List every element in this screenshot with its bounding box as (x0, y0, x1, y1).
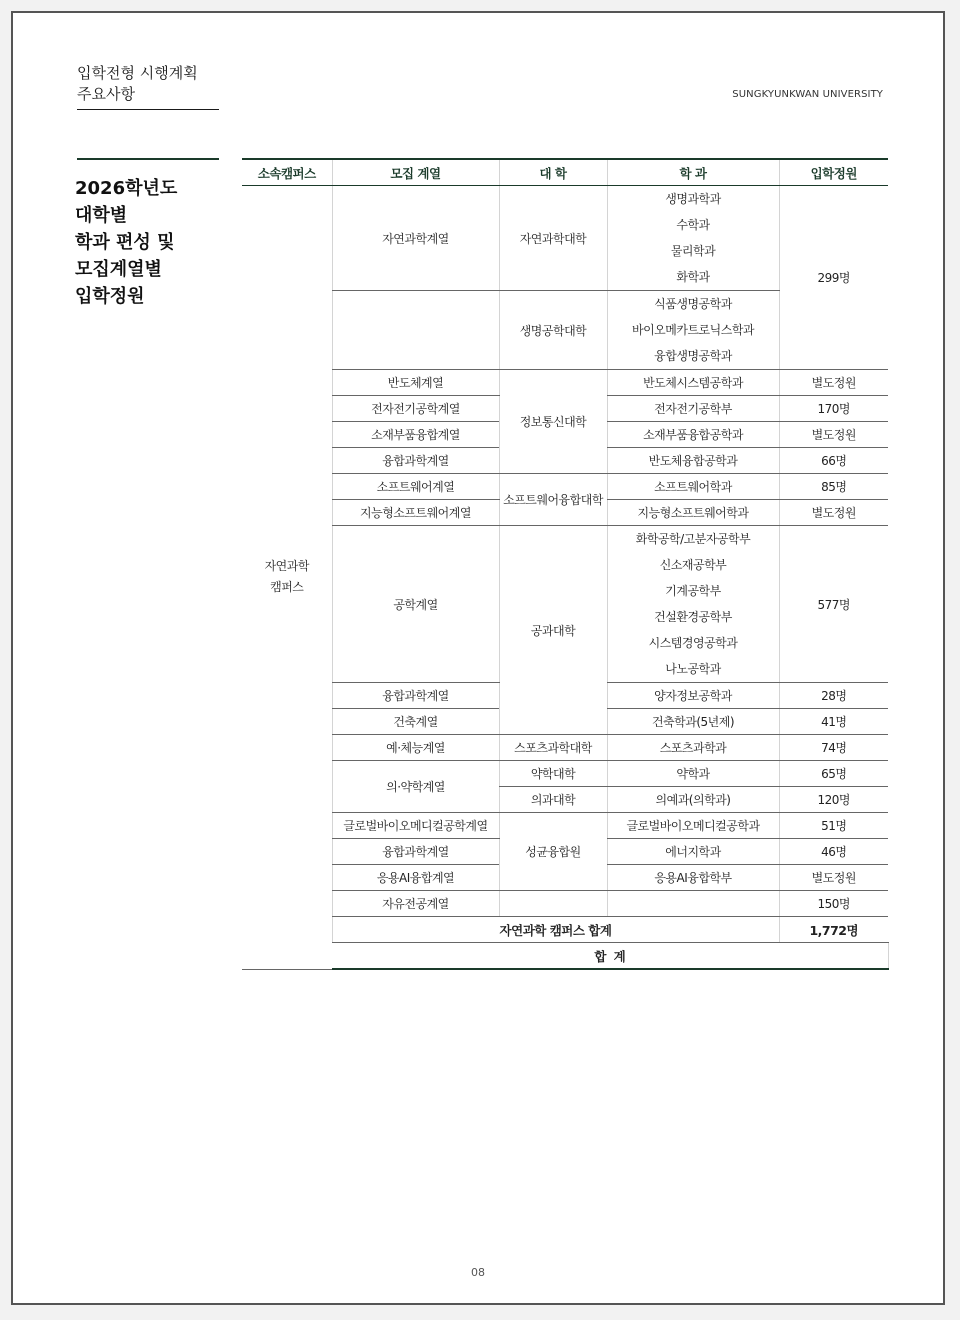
quota-cell: 별도정원 (779, 370, 888, 396)
quota-cell: 46명 (779, 839, 888, 865)
quota-cell: 74명 (779, 735, 888, 761)
college-cell: 의과대학 (499, 787, 607, 813)
quota-cell: 577명 (779, 526, 888, 683)
series-cell: 응용AI융합계열 (332, 865, 499, 891)
department-cell: 소프트웨어학과 (607, 474, 779, 500)
subtotal-value: 1,772명 (779, 917, 888, 943)
college-cell: 성균융합원 (499, 813, 607, 891)
section-header-line1: 입학전형 시행계획 (77, 64, 198, 82)
college-cell: 자연과학대학 (499, 186, 607, 291)
total-label: 합 계 (332, 943, 888, 970)
title-line: 모집계열별 (75, 259, 162, 280)
series-cell: 예·체능계열 (332, 735, 499, 761)
page-title (75, 175, 225, 310)
title-line: 2026학년도 (75, 178, 178, 199)
page-number: 08 (471, 1266, 485, 1279)
department-cell: 글로벌바이오메디컬공학과 (607, 813, 779, 839)
table-row (242, 891, 888, 917)
department-cell: 약학과 (607, 761, 779, 787)
series-cell: 소재부품융합계열 (332, 422, 499, 448)
document-page (11, 11, 945, 1305)
series-cell: 글로벌바이오메디컬공학계열 (332, 813, 499, 839)
admission-quota-table (242, 158, 888, 970)
department-item: 생명과학과 (665, 192, 721, 206)
table-row (242, 474, 888, 500)
department-cell: 건축학과(5년제) (607, 709, 779, 735)
quota-cell: 150명 (779, 891, 888, 917)
header-college: 대 학 (499, 159, 607, 186)
department-cell (607, 186, 779, 291)
series-cell: 자유전공계열 (332, 891, 499, 917)
quota-cell: 별도정원 (779, 500, 888, 526)
series-cell: 융합과학계열 (332, 448, 499, 474)
series-cell: 전자전기공학계열 (332, 396, 499, 422)
table-row (242, 761, 888, 787)
department-cell: 양자정보공학과 (607, 683, 779, 709)
header-quota: 입학정원 (779, 159, 888, 186)
college-cell (499, 891, 607, 917)
quota-cell: 별도정원 (779, 865, 888, 891)
department-cell (607, 526, 779, 683)
department-cell: 스포츠과학과 (607, 735, 779, 761)
title-line: 학과 편성 및 (75, 232, 175, 253)
subtotal-label: 자연과학 캠퍼스 합계 (332, 917, 779, 943)
department-cell: 지능형소프트웨어학과 (607, 500, 779, 526)
department-item: 화학공학/고분자공학부 (635, 532, 751, 546)
table-row (242, 526, 888, 683)
header-series: 모집 계열 (332, 159, 499, 186)
department-item: 시스템경영공학과 (648, 636, 738, 650)
department-item: 기계공학부 (665, 584, 721, 598)
section-header-line2: 주요사항 (77, 85, 135, 103)
quota-cell: 65명 (779, 761, 888, 787)
series-cell: 공학계열 (332, 526, 499, 683)
quota-cell: 120명 (779, 787, 888, 813)
department-item: 나노공학과 (665, 662, 721, 676)
title-divider (77, 158, 219, 160)
college-cell: 소프트웨어융합대학 (499, 474, 607, 526)
department-item: 신소재공학부 (659, 558, 727, 572)
series-cell: 융합과학계열 (332, 683, 499, 709)
subtotal-row (242, 917, 888, 943)
campus-line: 자연과학 (264, 559, 309, 574)
series-cell: 의·약학계열 (332, 761, 499, 813)
department-item: 화학과 (676, 270, 710, 284)
header-department: 학 과 (607, 159, 779, 186)
department-cell: 의예과(의학과) (607, 787, 779, 813)
department-cell (607, 291, 779, 370)
series-cell: 소프트웨어계열 (332, 474, 499, 500)
quota-cell: 66명 (779, 448, 888, 474)
series-cell: 반도체계열 (332, 370, 499, 396)
college-cell: 약학대학 (499, 761, 607, 787)
department-item: 융합생명공학과 (654, 349, 732, 363)
quota-cell: 85명 (779, 474, 888, 500)
campus-cell (242, 186, 332, 970)
department-item: 물리학과 (670, 244, 716, 258)
series-cell: 건축계열 (332, 709, 499, 735)
department-item: 건설환경공학부 (654, 610, 732, 624)
title-line: 입학정원 (75, 286, 145, 307)
department-cell: 반도체시스템공학과 (607, 370, 779, 396)
quota-cell: 28명 (779, 683, 888, 709)
quota-cell: 51명 (779, 813, 888, 839)
table-row (242, 186, 888, 291)
department-item: 바이오메카트로닉스학과 (631, 323, 754, 337)
campus-line: 캠퍼스 (270, 580, 304, 595)
series-cell: 융합과학계열 (332, 839, 499, 865)
quota-cell: 41명 (779, 709, 888, 735)
department-cell: 반도체융합공학과 (607, 448, 779, 474)
department-cell: 에너지학과 (607, 839, 779, 865)
department-item: 식품생명공학과 (654, 297, 732, 311)
department-cell: 소재부품융합공학과 (607, 422, 779, 448)
table-header-row (242, 159, 888, 186)
department-cell (607, 891, 779, 917)
college-cell: 공과대학 (499, 526, 607, 735)
quota-cell: 299명 (779, 186, 888, 370)
college-cell: 정보통신대학 (499, 370, 607, 474)
college-cell: 생명공학대학 (499, 291, 607, 370)
quota-cell: 170명 (779, 396, 888, 422)
header-campus: 소속캠퍼스 (242, 159, 332, 186)
table-row (242, 370, 888, 396)
title-line: 대학별 (75, 205, 128, 226)
series-cell: 자연과학계열 (332, 186, 499, 291)
department-cell: 전자전기공학부 (607, 396, 779, 422)
department-item: 수학과 (676, 218, 710, 232)
department-cell: 응용AI융합학부 (607, 865, 779, 891)
quota-cell: 별도정원 (779, 422, 888, 448)
university-name: SUNGKYUNKWAN UNIVERSITY (732, 89, 883, 100)
section-header (77, 63, 219, 110)
series-cell: 지능형소프트웨어계열 (332, 500, 499, 526)
series-cell (332, 291, 499, 370)
table-row (242, 735, 888, 761)
table-row (242, 813, 888, 839)
college-cell: 스포츠과학대학 (499, 735, 607, 761)
total-row (242, 943, 888, 970)
